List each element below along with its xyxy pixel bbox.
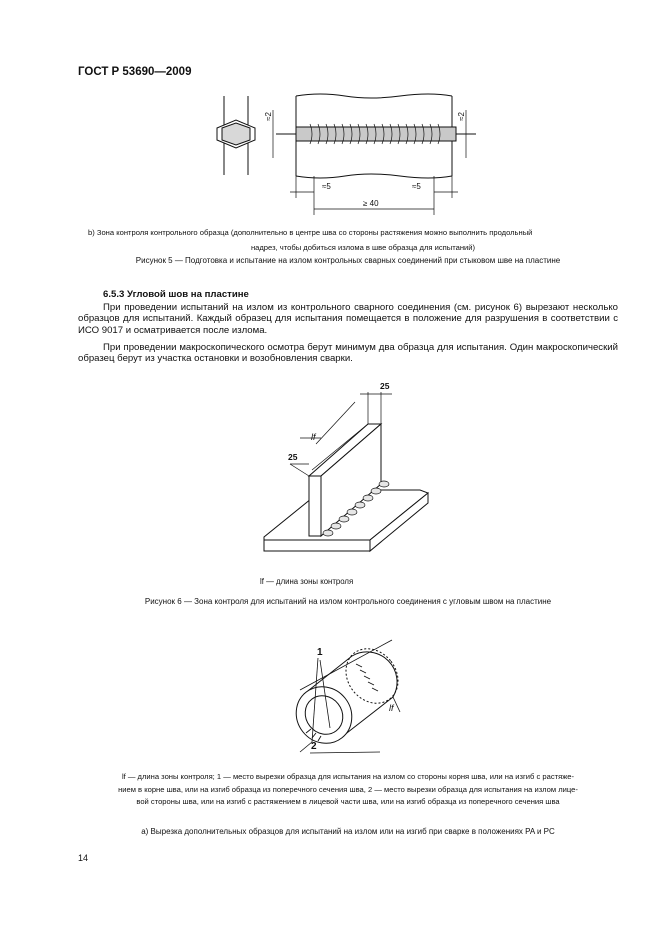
- figure-7-legend-line3: вой стороны шва, или на изгиб с растяжением в лицевой части шва, или на изгиб образца из поперечного сечения шва: [136, 797, 560, 806]
- figure-7-legend: [78, 771, 618, 809]
- figure-7-legend-line1: lf — длина зоны контроля; 1 — место вырезки образца для испытания на излом со стороны корня шва, или на изгиб с растяже-: [121, 772, 575, 781]
- section-heading: 6.5.3 Угловой шов на пластине: [103, 289, 249, 300]
- fig6-dim-top: 25: [380, 381, 390, 391]
- fig6-dim-left: 25: [288, 452, 298, 462]
- fig7-label-2: 2: [311, 741, 317, 752]
- figure-6-title: Рисунок 6 — Зона контроля для испытаний на излом контрольного соединения с угловым швом на пластине: [144, 597, 552, 606]
- fig5-dim-right: ≈5: [412, 182, 421, 191]
- fig5-dim-top-right: ≈2: [456, 112, 466, 121]
- figure-7-legend-line2: нием в корне шва, или на изгиб образца из поперечного сечения шва, 2 — место вырезки образца для испытания на излом лице-: [118, 784, 578, 794]
- figure-6-legend: lf — длина зоны контроля: [260, 577, 354, 586]
- page-number: 14: [78, 853, 89, 863]
- fig5-dim-bottom: ≥ 40: [363, 199, 379, 208]
- figure-5b-caption-line1: b) Зона контроля контрольного образца (дополнительно в центре шва со стороны растяжения можно выполнить продольный: [88, 228, 533, 237]
- section-paragraph-2: При проведении макроскопического осмотра берут минимум два образца для испытания. Один макроскопический образец берут из участка остановки и возобновления сварки.: [78, 342, 618, 365]
- fig7-pipe: [285, 638, 409, 754]
- document-header: ГОСТ Р 53690—2009: [78, 66, 192, 78]
- figure-5b-caption-line2: надрез, чтобы добиться излома в шве образца для испытаний): [250, 243, 476, 252]
- fig6-label-lf: lf: [311, 432, 316, 442]
- section-paragraph-1: При проведении испытаний на излом из контрольного сварного соединения (см. рисунок 6) вырезают несколько образцов для испытаний. Каждый образец для испытания помещается в положение для разрушения в соответствии с ИСО 9017 и осматривается после излома.: [78, 302, 618, 336]
- fig7-label-lf: lf: [389, 703, 394, 713]
- fig5-dim-top-left: ≈2: [263, 112, 273, 121]
- fig7-label-1: 1: [317, 647, 323, 658]
- figure-7a-caption: а) Вырезка дополнительных образцов для испытаний на излом или на изгиб при сварке в положениях PA и PC: [141, 827, 555, 836]
- figure-5-title: Рисунок 5 — Подготовка и испытание на излом контрольных сварных соединений при стыковом шве на пластине: [135, 256, 561, 265]
- fig5-dim-left: ≈5: [322, 182, 331, 191]
